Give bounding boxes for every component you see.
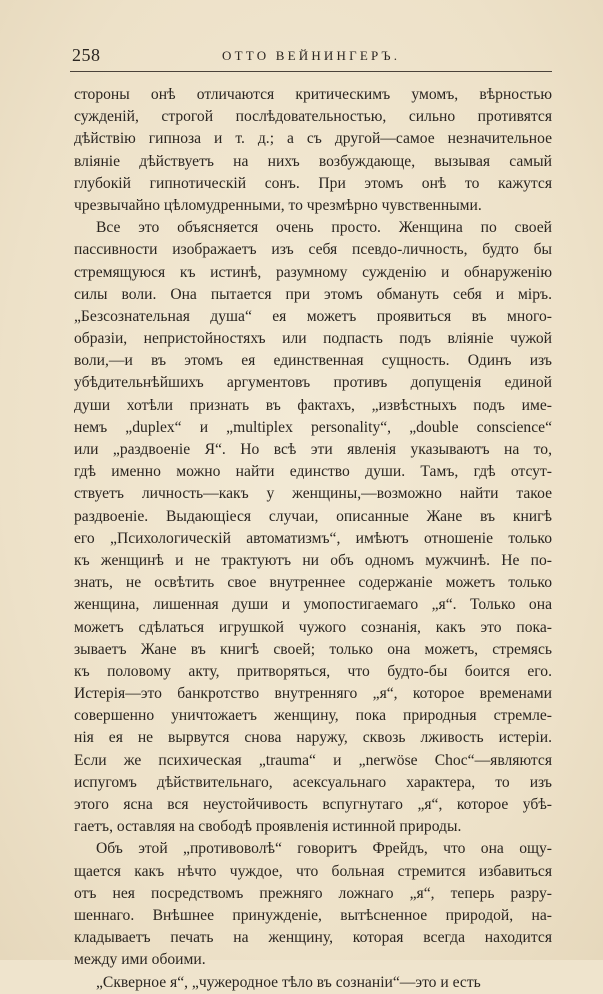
text-line: Истерія—это банкротство внутренняго „я“, которое временами: [74, 685, 552, 703]
page-header: [72, 45, 550, 71]
paragraph: [74, 838, 552, 971]
text-line: къ половому акту, притворяться, что будто-бы боится его.: [74, 662, 552, 680]
text-line: кладываетъ печать на женщину, которая всегда находится: [74, 929, 552, 947]
text-line: щается какъ нѣчто чуждое, что больная стремится избавиться: [74, 862, 552, 880]
text-line: сужденій, строгой послѣдовательностью, сильно противятся: [74, 108, 552, 126]
text-line: къ женщинѣ и не трактуютъ ни объ одномъ мужчинѣ. Не по-: [74, 551, 552, 569]
text-line: отъ нея посредствомъ прежняго ложнаго „я“, теперь разру-: [74, 884, 552, 902]
text-line: немъ „duplex“ и „multiplex personality“, „double conscience“: [74, 418, 552, 436]
text-line: вліяніе дѣйствуетъ на нихъ возбуждающе, вызывая самый: [74, 152, 552, 170]
text-line: нія ея не вырвутся снова наружу, сквозь лживость истеріи.: [74, 729, 552, 747]
text-line: „Безсознательная душа“ ея можетъ проявиться въ много-: [74, 307, 552, 325]
text-line: между ими обоими.: [74, 951, 206, 969]
text-line: совершенно уничтожаетъ женщину, пока природныя стремле-: [74, 707, 552, 725]
paragraph: [74, 84, 552, 217]
text-line: раздвоеніе. Выдающіеся случаи, описанные Жане въ книгѣ: [74, 507, 552, 525]
text-line: Если же психическая „trauma“ и „nerwöse Choc“—являются: [74, 751, 552, 769]
text-line: стороны онѣ отличаются критическимъ умомъ, вѣрностью: [74, 86, 552, 103]
text-line: женщина, лишенная души и умопостигаемаго „я“. Только она: [74, 596, 552, 614]
text-line: Все это объясняется очень просто. Женщина по своей: [96, 219, 552, 237]
text-line: Объ этой „противоволѣ“ говоритъ Фрейдъ, что она ощу-: [96, 840, 552, 858]
text-line: зываетъ Жане въ книгѣ своей; только она можетъ, стремясь: [74, 640, 552, 658]
text-line: можетъ сдѣлаться игрушкой чужого сознанія, какъ это пока-: [74, 618, 552, 636]
text-line: знать, не освѣтить свое внутреннее содержаніе можетъ только: [74, 574, 552, 592]
body-text: [74, 84, 552, 994]
running-title: ОТТО ВЕЙНИНГЕРЪ.: [222, 48, 401, 63]
text-line: испугомъ дѣйствительнаго, асексуальнаго характера, то изъ: [74, 773, 552, 791]
text-line: глубокій гипнотическій сонъ. При этомъ онѣ то кажутся: [74, 174, 552, 192]
text-line: дѣйствію гипноза и т. д.; а съ другой—самое незначительное: [74, 130, 552, 148]
text-line: „Скверное я“, „чужеродное тѣло въ сознаніи“—это и есть: [96, 973, 481, 991]
text-line: его „Психологическій автоматизмъ“, имѣютъ отношеніе только: [74, 529, 552, 547]
text-line: образіи, непристойностяхъ или подпасть подъ вліяніе чужой: [74, 330, 552, 348]
text-line: гдѣ именно можно найти единство души. Тамъ, гдѣ отсут-: [74, 463, 552, 481]
text-line: души хотѣли признать въ фактахъ, „извѣстныхъ подъ име-: [74, 396, 552, 414]
header-rule: [70, 71, 552, 72]
text-line: или „раздвоеніе Я“. Но всѣ эти явленія указываютъ на то,: [74, 441, 552, 458]
paragraph: [74, 217, 552, 838]
text-line: шеннаго. Внѣшнее принужденіе, вытѣсненное природой, на-: [74, 906, 552, 924]
text-line: чрезвычайно цѣломудренными, то чрезмѣрно чувственными.: [74, 196, 482, 214]
text-line: силы воли. Она пытается при этомъ обмануть себя и міръ.: [74, 285, 552, 303]
text-line: ствуетъ личность—какъ у женщины,—возможно найти такое: [74, 485, 552, 503]
text-line: стремящуюся къ истинѣ, разумному сужденію и обнаруженію: [74, 263, 552, 281]
paragraph: [74, 972, 552, 994]
text-line: убѣдительнѣйшихъ аргументовъ противъ допущенія единой: [74, 374, 552, 392]
text-line: пассивности изображаетъ изъ себя псевдо-личность, будто бы: [74, 241, 552, 259]
text-line: воли,—и въ этомъ ея единственная сущность. Одинъ изъ: [74, 352, 552, 370]
page-number: 258: [72, 45, 101, 65]
text-line: этого ясна вся неустойчивость вспугнутаго „я“, которое убѣ-: [74, 796, 552, 813]
text-line: гаетъ, оставляя на свободѣ проявленія истинной природы.: [74, 818, 462, 836]
